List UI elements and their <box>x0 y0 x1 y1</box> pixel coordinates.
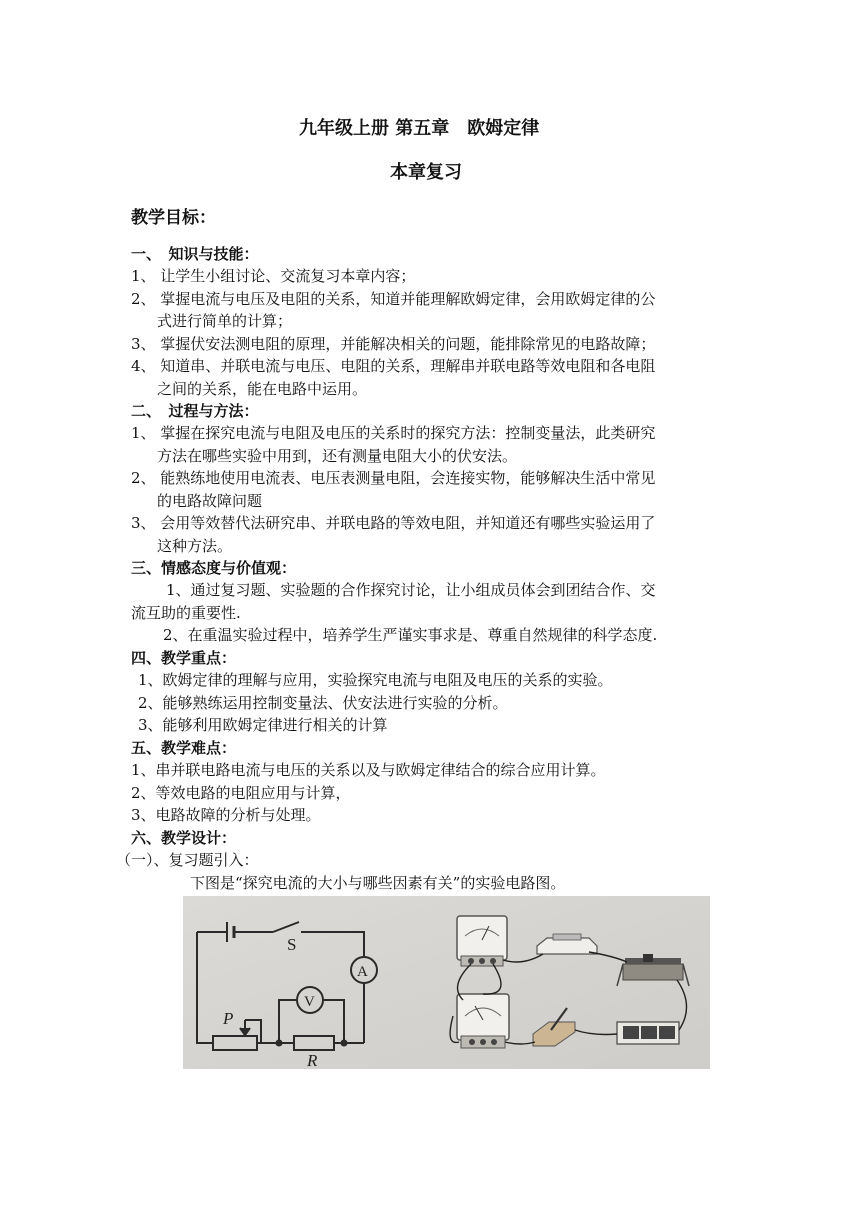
section-2-item: 的电路故障问题 <box>157 492 263 510</box>
label-rheostat-p: P <box>223 1009 234 1028</box>
section-1-item: 之间的关系，能在电路中运用。 <box>157 380 368 398</box>
section-1-item: 2、 掌握电流与电压及电阻的关系，知道并能理解欧姆定律，会用欧姆定律的公 <box>131 290 656 308</box>
section-3-heading: 三、情感态度与价值观： <box>131 559 297 577</box>
label-resistor-r: R <box>307 1051 318 1069</box>
section-6-heading: 六、教学设计： <box>131 829 237 847</box>
section-3-item: 2、在重温实验过程中，培养学生严谨实事求是、尊重自然规律的科学态度. <box>163 626 658 644</box>
label-ammeter-a: A <box>357 964 368 980</box>
section-2-heading: 二、 过程与方法： <box>131 402 259 420</box>
goals-heading: 教学目标： <box>131 208 216 228</box>
section-1-item: 式进行简单的计算； <box>157 312 293 330</box>
section-2-item: 3、 会用等效替代法研究串、并联电路的等效电阻，并知道还有哪些实验运用了 <box>131 514 656 532</box>
document-subtitle: 本章复习 <box>390 162 462 183</box>
circuit-figure <box>183 896 710 1069</box>
section-4-heading: 四、教学重点： <box>131 649 237 667</box>
section-5-heading: 五、教学难点： <box>131 739 237 757</box>
section-2-item: 1、 掌握在探究电流与电阻及电压的关系时的探究方法：控制变量法，此类研究 <box>131 424 656 442</box>
section-6-subheading: （一）、复习题引入： <box>116 851 259 869</box>
section-1-heading: 一、 知识与技能： <box>131 245 259 263</box>
section-2-item: 2、 能熟练地使用电流表、电压表测量电阻，会连接实物，能够解决生活中常见 <box>131 469 656 487</box>
document-title: 九年级上册 第五章 欧姆定律 <box>299 118 540 139</box>
figure-intro: 下图是“探究电流的大小与哪些因素有关”的实验电路图。 <box>190 874 566 892</box>
battery-apparatus <box>617 1022 679 1044</box>
section-3-item: 1、通过复习题、实验题的合作探究讨论，让小组成员体会到团结合作、交 <box>166 581 656 599</box>
circuit-svg <box>183 896 710 1069</box>
section-4-item: 1、欧姆定律的理解与应用，实验探究电流与电阻及电压的关系的实验。 <box>138 671 613 689</box>
section-5-item: 3、电路故障的分析与处理。 <box>131 806 321 824</box>
section-4-item: 3、能够利用欧姆定律进行相关的计算 <box>138 716 388 734</box>
section-3-item: 流互助的重要性. <box>131 604 241 622</box>
section-5-item: 1、串并联电路电流与电压的关系以及与欧姆定律结合的综合应用计算。 <box>131 761 606 779</box>
section-1-item: 1、 让学生小组讨论、交流复习本章内容； <box>131 267 416 285</box>
section-2-item: 这种方法。 <box>157 537 233 555</box>
section-2-item: 方法在哪些实验中用到，还有测量电阻大小的伏安法。 <box>157 447 518 465</box>
label-voltmeter-v: V <box>304 994 315 1010</box>
voltmeter-apparatus <box>457 916 507 966</box>
section-5-item: 2、等效电路的电阻应用与计算， <box>131 784 351 802</box>
ammeter-apparatus <box>457 994 509 1048</box>
section-4-item: 2、能够熟练运用控制变量法、伏安法进行实验的分析。 <box>138 694 508 712</box>
label-switch-s: S <box>287 935 297 954</box>
section-1-item: 4、 知道串、并联电流与电压、电阻的关系，理解串并联电路等效电阻和各电阻 <box>131 357 656 375</box>
section-1-item: 3、 掌握伏安法测电阻的原理，并能解决相关的问题，能排除常见的电路故障； <box>131 335 656 353</box>
